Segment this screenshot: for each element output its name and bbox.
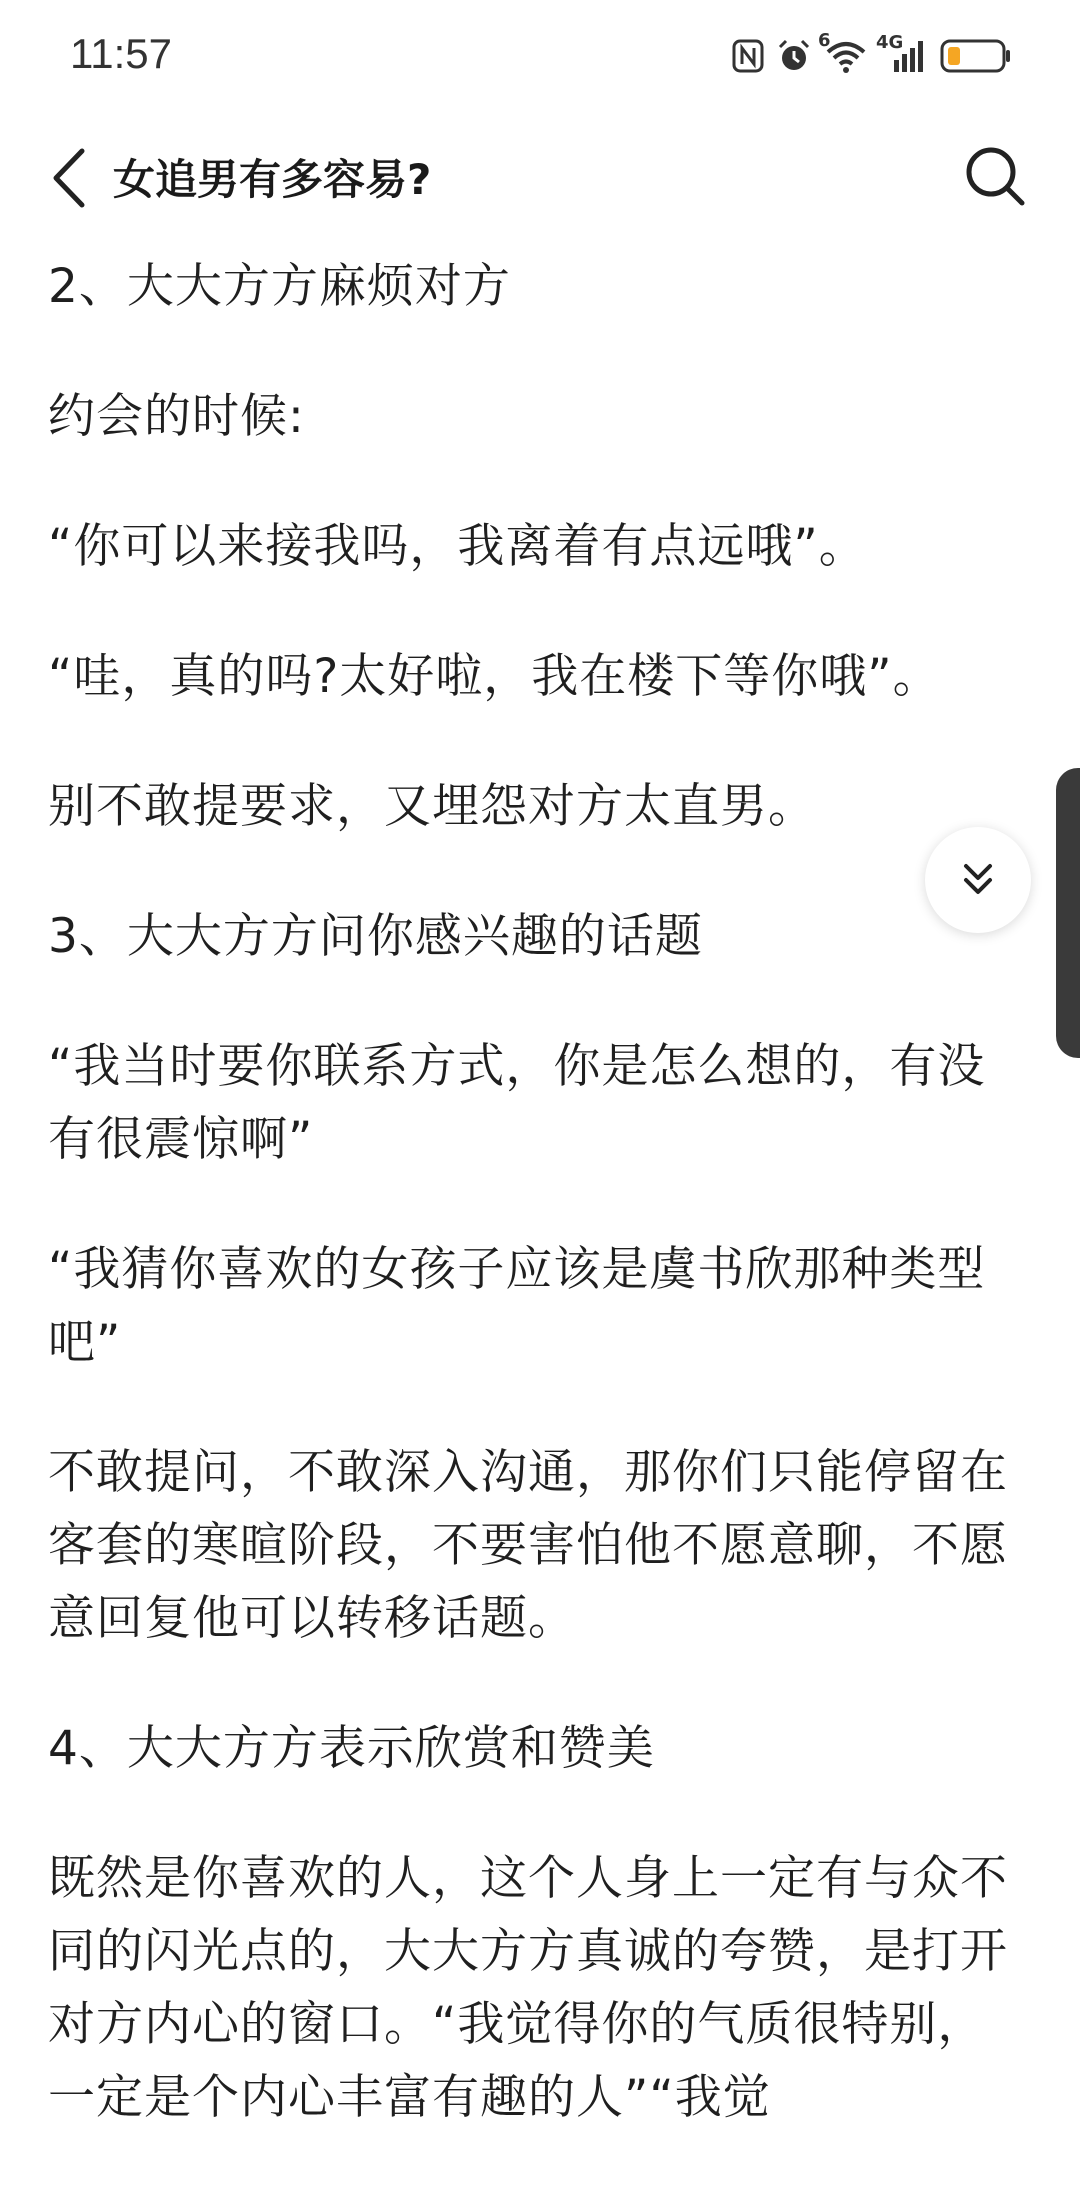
wifi-6-icon (818, 30, 868, 74)
nav-bar (0, 125, 1080, 225)
search-button[interactable] (960, 141, 1030, 211)
article-paragraph: 约会的时候: (48, 389, 305, 444)
alarm-icon (776, 38, 812, 74)
article-paragraph: “我猜你喜欢的女孩子应该是虞书欣那种类型吧” (48, 1242, 986, 1370)
article-paragraph: 不敢提问，不敢深入沟通，那你们只能停留在客套的寒暄阶段，不要害怕他不愿意聊，不愿意回复他可以转移话题。 (48, 1445, 1008, 1646)
status-bar (0, 0, 1080, 110)
4g-signal-icon (876, 32, 928, 74)
search-icon (964, 145, 1026, 207)
back-button[interactable] (40, 143, 100, 213)
status-icons (732, 32, 1012, 80)
article-paragraph: “我当时要你联系方式，你是怎么想的，有没有很震惊啊” (48, 1039, 986, 1167)
status-time: 11:57 (70, 30, 172, 77)
article-paragraph: 2、大大方方麻烦对方 (48, 259, 511, 314)
network-label: 4G (876, 32, 904, 53)
article-body (48, 250, 1033, 2191)
article-paragraph: 既然是你喜欢的人，这个人身上一定有与众不同的闪光点的，大大方方真诚的夸赞，是打开对方内心的窗口。“我觉得你的气质很特别，一定是个内心丰富有趣的人”“我觉 (48, 1851, 1008, 2125)
article-paragraph: 3、大大方方问你感兴趣的话题 (48, 909, 703, 964)
article-paragraph: “你可以来接我吗，我离着有点远哦”。 (48, 519, 867, 574)
scroll-down-button[interactable] (925, 827, 1031, 933)
wifi-label: 6 (818, 30, 831, 51)
article-paragraph: “哇，真的吗?太好啦，我在楼下等你哦”。 (48, 649, 941, 704)
nfc-icon (732, 39, 764, 73)
side-drawer-handle[interactable] (1056, 768, 1080, 1058)
page-title: 女追男有多容易? (113, 155, 432, 204)
article-paragraph: 别不敢提要求，又埋怨对方太直男。 (48, 779, 816, 834)
double-chevron-down-icon (958, 860, 998, 900)
article-paragraph: 4、大大方方表示欣赏和赞美 (48, 1721, 655, 1776)
battery-low-icon (940, 38, 1012, 74)
chevron-left-icon (50, 147, 90, 209)
